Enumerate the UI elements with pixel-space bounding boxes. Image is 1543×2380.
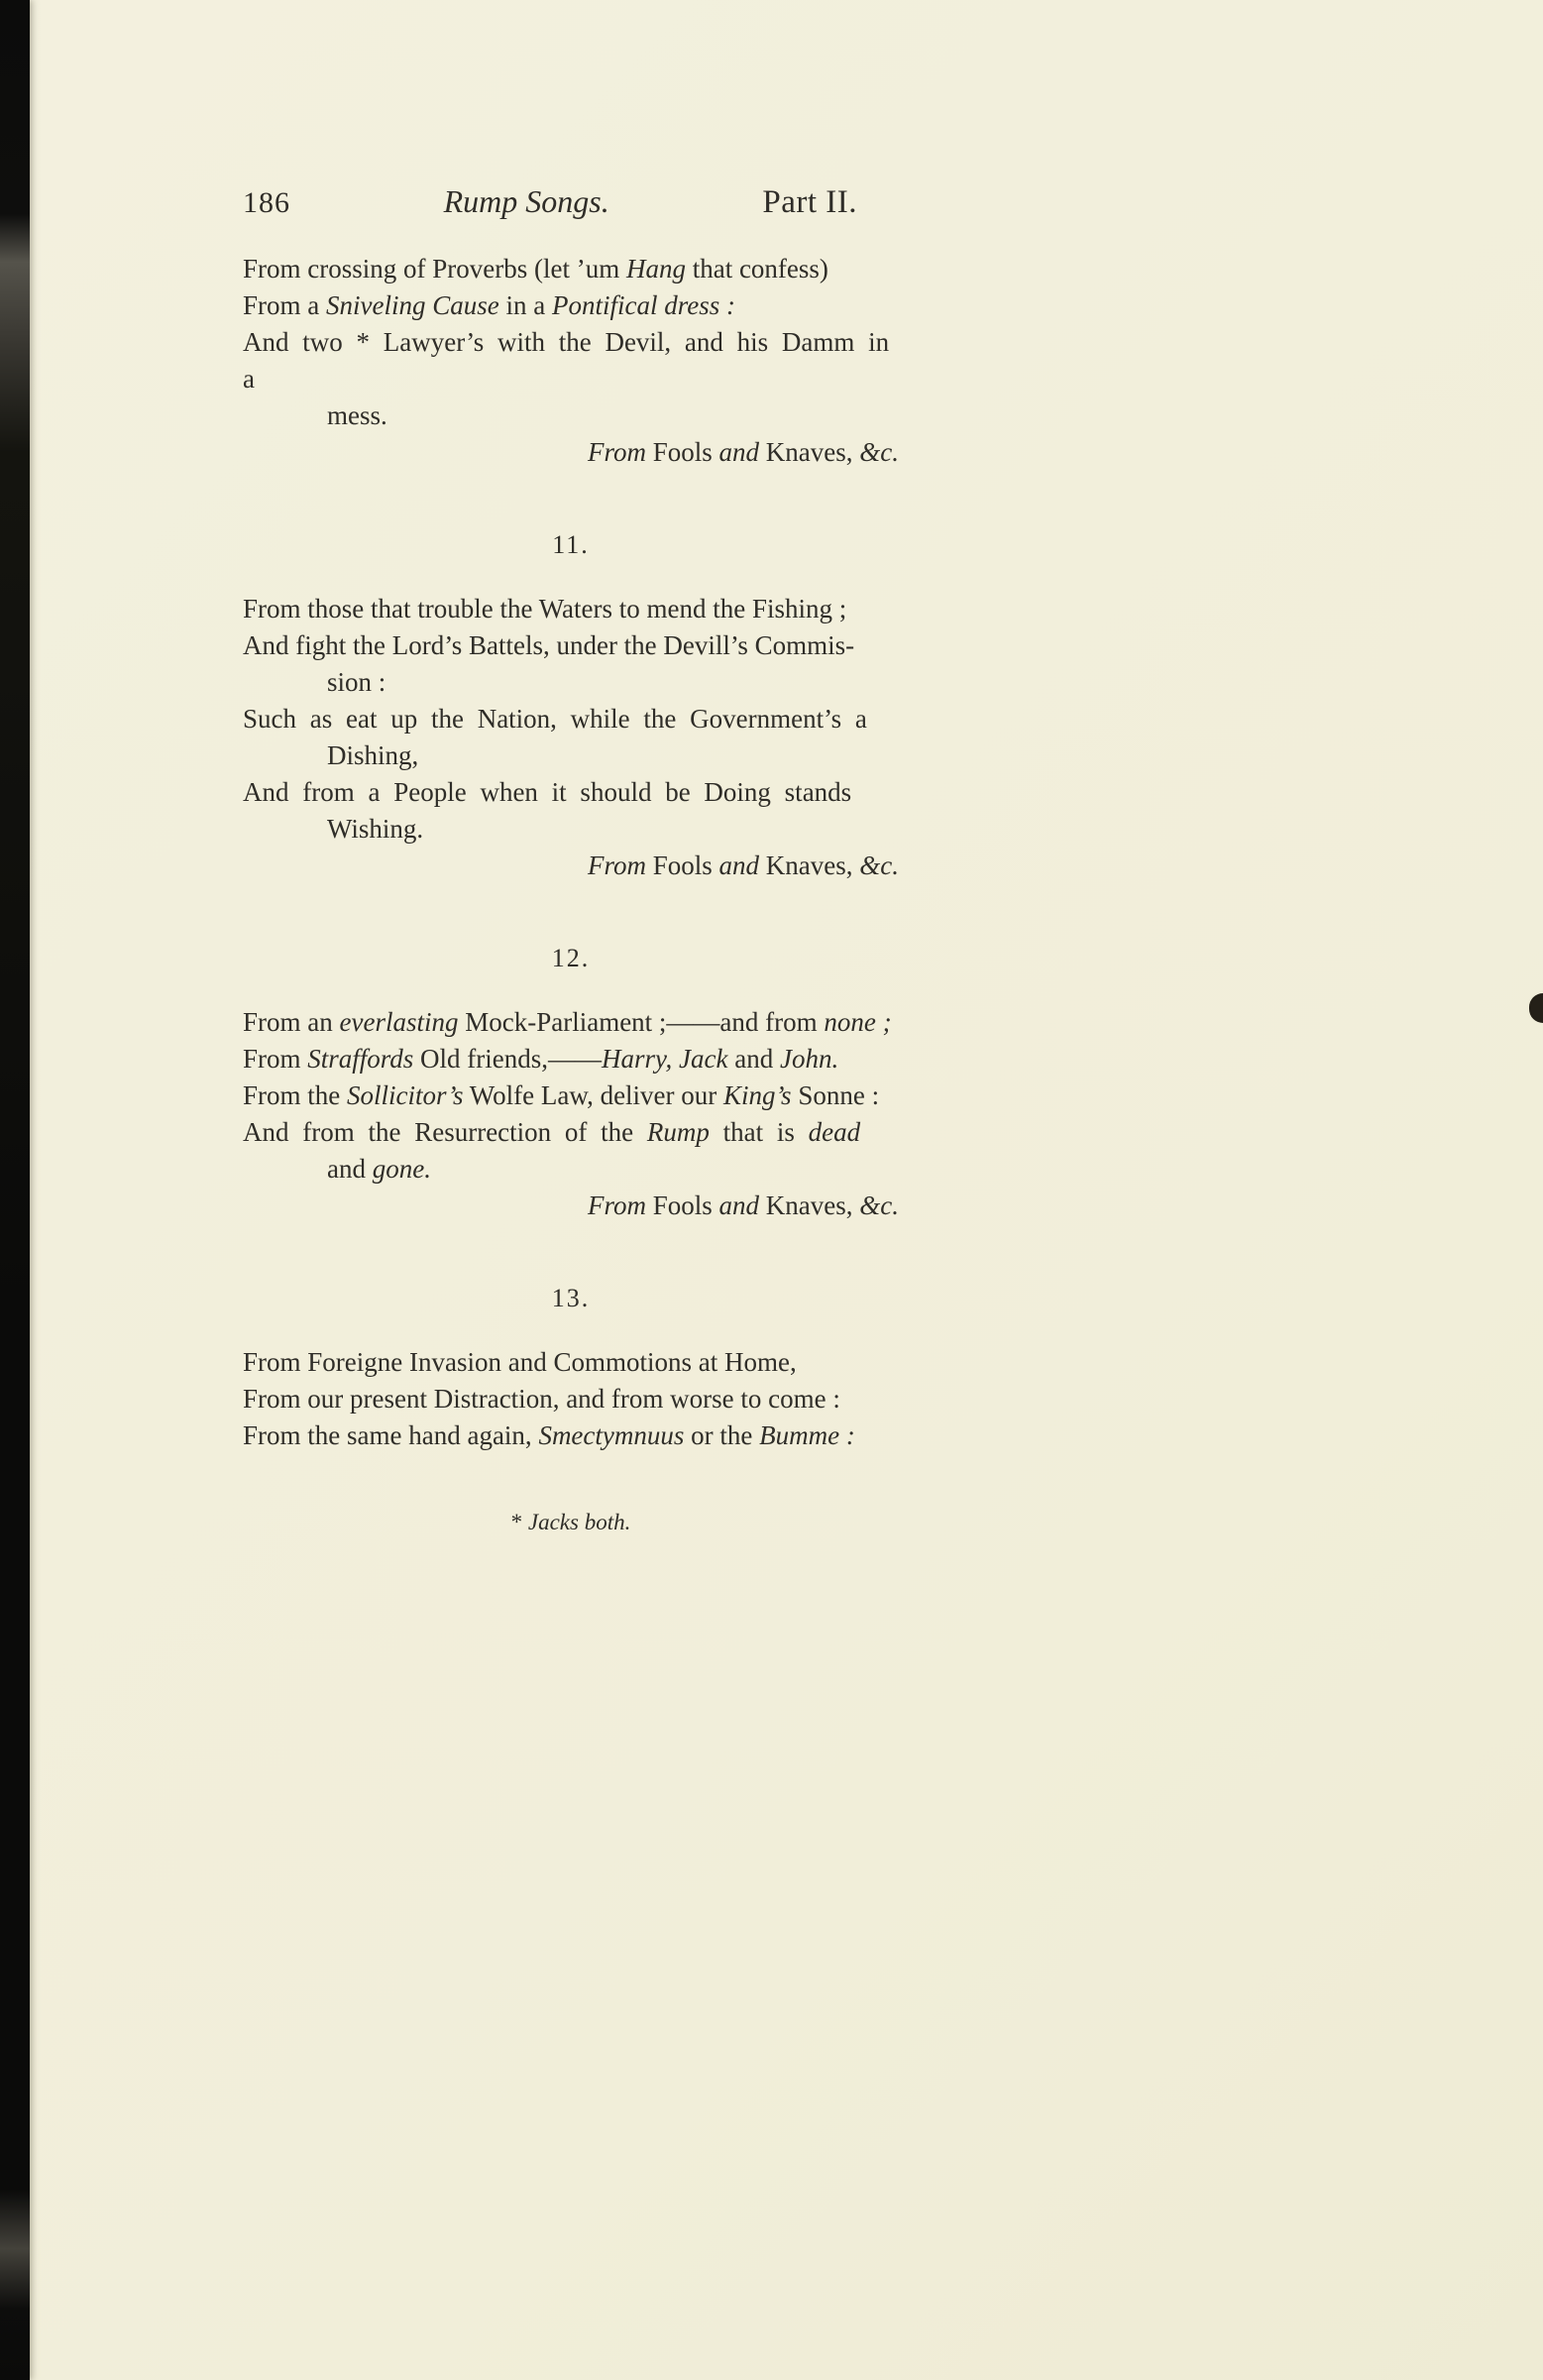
text-segment: From a [243, 290, 326, 320]
page-number: 186 [243, 186, 290, 219]
text-segment: and [718, 1190, 760, 1220]
text-segment: From Foreigne Invasion and Commotions at Home, [243, 1347, 797, 1377]
text-segment: * [510, 1510, 528, 1534]
text-segment: King’s [723, 1080, 792, 1110]
poem-line [243, 251, 899, 287]
stanza-number: 11. [552, 530, 590, 559]
text-segment: And from a People when it should be Doing stands [243, 777, 852, 807]
stanza [243, 1004, 899, 1224]
poem-line [243, 324, 899, 397]
text-segment: Sollicitor’s [347, 1080, 464, 1110]
text-segment: in a [498, 290, 552, 320]
text-segment: From the [243, 1080, 347, 1110]
text-segment: Harry, Jack [602, 1044, 728, 1074]
text-segment: Knaves, [759, 1190, 860, 1220]
text-segment: Fools [645, 1190, 719, 1220]
text-segment: Straffords [307, 1044, 414, 1074]
text-segment: that confess) [685, 254, 828, 283]
text-segment: From [243, 1044, 308, 1074]
poem-line [243, 811, 899, 848]
poem-line [243, 774, 899, 811]
stanza-number: 12. [551, 944, 591, 972]
text-segment: And from the Resurrection of the [243, 1117, 647, 1147]
text-segment: Jacks both. [527, 1510, 631, 1534]
text-segment: From an [243, 1007, 340, 1037]
text-segment: Wolfe Law, deliver our [463, 1080, 724, 1110]
text-segment: And fight the Lord’s Battels, under the Devill’s Commis- [243, 630, 855, 660]
poem-line [243, 1188, 899, 1224]
text-segment: and [727, 1044, 780, 1074]
text-segment: sion : [327, 667, 386, 697]
poem-line [243, 1151, 899, 1188]
text-segment: From our present Distraction, and from worse to come : [243, 1384, 840, 1414]
poem-line [243, 1114, 899, 1151]
text-segment: Sniveling Cause [326, 290, 499, 320]
poem-line [243, 397, 899, 434]
text-segment: Old friends,—— [413, 1044, 603, 1074]
text-segment: &c. [859, 1190, 899, 1220]
poem-line [243, 1077, 899, 1114]
scan-artifact [1529, 993, 1543, 1023]
text-block [243, 183, 899, 1540]
text-segment: or the [684, 1420, 760, 1450]
text-segment: From [587, 437, 646, 467]
text-segment: Smectymnuus [538, 1420, 685, 1450]
text-segment: everlasting [339, 1007, 459, 1037]
poem-line [243, 664, 899, 701]
poem-line [243, 434, 899, 471]
poem-line [243, 1344, 899, 1381]
running-title: Rump Songs. [443, 183, 609, 219]
text-segment: Dishing, [327, 740, 419, 770]
text-segment: From those that trouble the Waters to mend the Fishing ; [243, 594, 847, 623]
text-segment: dead [808, 1117, 861, 1147]
text-segment: Such as eat up the Nation, while the Government’s a [243, 704, 867, 734]
scan-binding-edge [0, 0, 30, 2380]
text-segment: Bumme : [759, 1420, 855, 1450]
text-segment: Hang [625, 254, 686, 283]
footnote [243, 1504, 899, 1540]
poem-line [243, 701, 899, 737]
poem-line [243, 1004, 899, 1041]
poem-line [243, 287, 899, 324]
text-segment: and [718, 437, 760, 467]
text-segment: John. [779, 1044, 839, 1074]
page-header [243, 183, 899, 221]
text-segment: gone. [372, 1154, 431, 1184]
text-segment: And two * Lawyer’s with the Devil, and his Damm in a [243, 327, 890, 394]
text-segment: From the same hand again, [243, 1420, 539, 1450]
stanza [243, 1344, 899, 1454]
stanza-list [243, 251, 899, 1454]
text-segment: Fools [645, 850, 719, 880]
text-segment: Fools [645, 437, 719, 467]
text-segment: Pontifical dress : [551, 290, 735, 320]
poem-line [243, 848, 899, 884]
text-segment: and [718, 850, 760, 880]
stanza-number: 13. [551, 1284, 591, 1312]
text-segment: &c. [859, 437, 899, 467]
text-segment: that is [709, 1117, 809, 1147]
poem-line [243, 737, 899, 774]
poem-line [243, 591, 899, 627]
stanza [243, 251, 899, 471]
stanza [243, 591, 899, 884]
poem-line [243, 627, 899, 664]
text-segment: mess. [327, 400, 387, 430]
text-segment: Knaves, [759, 437, 860, 467]
poem-line [243, 1417, 899, 1454]
text-segment: Knaves, [759, 850, 860, 880]
part-label: Part II. [762, 184, 857, 220]
text-segment: Wishing. [327, 814, 424, 844]
text-segment: Sonne : [791, 1080, 880, 1110]
poem-line [243, 1381, 899, 1417]
text-segment: none ; [824, 1007, 892, 1037]
text-segment: and [327, 1154, 373, 1184]
text-segment: From crossing of Proverbs (let ’um [243, 254, 626, 283]
poem-line [243, 1041, 899, 1077]
text-segment: Rump [646, 1117, 710, 1147]
text-segment: From [587, 850, 646, 880]
text-segment: From [587, 1190, 646, 1220]
text-segment: Mock-Parliament ;——and from [458, 1007, 825, 1037]
text-segment: &c. [859, 850, 899, 880]
